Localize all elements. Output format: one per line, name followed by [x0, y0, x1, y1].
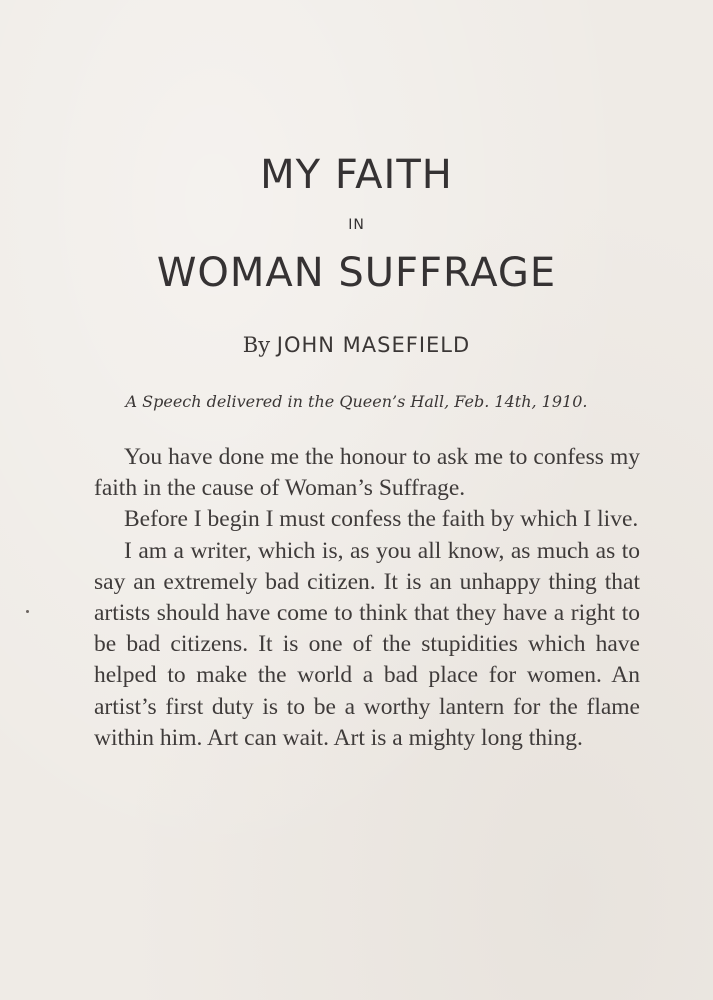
author-name: JOHN MASEFIELD — [276, 333, 471, 357]
paragraph: You have done me the honour to ask me to confess my faith in the cause of Woman’s Suffrage. — [94, 444, 640, 502]
body-text — [94, 442, 640, 754]
byline — [0, 333, 713, 357]
title-connector: IN — [348, 217, 365, 233]
byline-prefix: By — [242, 333, 271, 357]
speech-subtitle: A Speech delivered in the Queen’s Hall, Feb. 14th, 1910. — [125, 392, 588, 411]
title-line-2: WOMAN SUFFRAGE — [156, 250, 557, 296]
paper-speck — [26, 610, 29, 613]
paragraph: Before I begin I must confess the faith by which I live. — [124, 506, 639, 533]
title-line-1: MY FAITH — [260, 152, 453, 198]
paragraph: I am a writer, which is, as you all know, as much as to say an extremely bad citizen. It is an unhappy thing that artists should have come to think that they have a right to be bad citizens. It is one of the stupidities which have helped to make the world a bad place for women. An artist’s first duty is to be a worthy lantern for the flame within him. Art can wait. Art is a mighty long thing. — [94, 537, 640, 751]
